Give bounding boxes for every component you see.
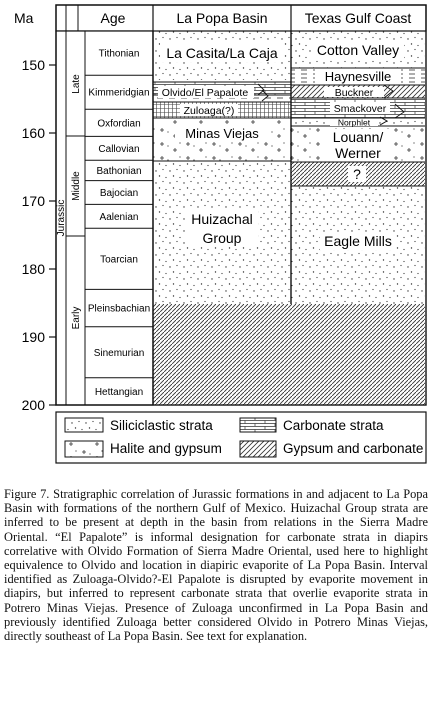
- la-popa-header: La Popa Basin: [176, 10, 268, 26]
- buckner-label: Buckner: [334, 87, 374, 99]
- stage-label: Tithonian: [98, 48, 140, 60]
- cotton-valley-label: Cotton Valley: [316, 42, 400, 58]
- ma-axis: [22, 57, 56, 413]
- axis-tick-label: 190: [21, 329, 45, 345]
- legend-carbonate-swatch: [240, 418, 276, 432]
- smackover-label: Smackover: [333, 103, 387, 115]
- stage-label: Bathonian: [96, 165, 142, 177]
- ma-axis-label: Ma: [14, 10, 34, 26]
- louann-label-line2: Werner: [335, 145, 381, 161]
- zuloaga-label: Zuloaga(?): [183, 105, 235, 117]
- legend-carbonate-label: Carbonate strata: [283, 418, 384, 433]
- chart-header: [14, 5, 426, 31]
- stage-label: Hettangian: [94, 386, 144, 398]
- jurassic-label: Jurassic: [56, 199, 67, 237]
- legend-halite-swatch: [65, 441, 103, 457]
- texas-column: [291, 31, 425, 304]
- huizachal-label-line2: Group: [202, 230, 242, 246]
- legend: [56, 412, 426, 463]
- axis-tick-label: 150: [21, 57, 45, 73]
- legend-halite-label: Halite and gypsum: [110, 441, 222, 456]
- texas-header: Texas Gulf Coast: [304, 10, 412, 26]
- stage-label: Bajocian: [99, 188, 139, 199]
- early-epoch-label: Early: [71, 306, 82, 330]
- age-column-header: Age: [100, 10, 126, 26]
- legend-siliciclastic-swatch: [65, 418, 103, 432]
- legend-gypcarb-swatch: [240, 441, 276, 457]
- stage-label: Pleinsbachian: [87, 303, 151, 315]
- legend-gypcarb-label: Gypsum and carbonate: [283, 441, 424, 456]
- stage-label: Sinemurian: [93, 347, 145, 359]
- huizachal-label-line1: Huizachal: [191, 211, 253, 227]
- axis-tick-label: 160: [21, 125, 45, 141]
- stage-label: Toarcian: [100, 254, 138, 266]
- la-casita-label: La Casita/La Caja: [166, 45, 278, 61]
- olvido-label: Olvido/El Papalote: [161, 87, 249, 99]
- norphlet-label: Norphlet: [337, 117, 371, 128]
- axis-tick-label: 170: [21, 193, 45, 209]
- stage-label: Kimmeridgian: [88, 87, 150, 99]
- eagle-mills-label: Eagle Mills: [324, 233, 392, 249]
- louann-label-line1: Louann/: [332, 129, 384, 145]
- stage-label: Oxfordian: [97, 118, 141, 130]
- middle-epoch-label: Middle: [71, 171, 82, 201]
- minas-viejas-label: Minas Viejas: [185, 126, 259, 141]
- figure-caption: Figure 7. Stratigraphic correlation of Jurassic formations in and adjacent to La Popa Basin with formations of the northern Gulf of Mexico. Huizachal Group strata are inferred to be present at depth in the basin from relations in the Sierra Madre Oriental. “El Papalote” is informal designation for carbonate strata in diapirs correlative with Olvido Formation of Sierra Madre Oriental, used here to highlight equivalence to Olvido and location in diapiric evaporite of La Popa Basin. Interval identified as Zuloaga-Olvido?-El Papalote is disrupted by evaporite movement in diapirs, but inferred to represent carbonate strata that overlie evaporite strata in Potrero Minas Viejas. Presence of Zuloaga unconfirmed in La Popa Basin and previously identified Zuloaga better considered Olvido in Potrero Minas Viejas, directly southeast of La Popa Basin. See text for explanation.: [4, 487, 428, 644]
- hiatus-unit: [153, 304, 425, 405]
- unknown-label: ?: [353, 166, 361, 182]
- legend-siliciclastic-label: Siliciclastic strata: [110, 418, 213, 433]
- axis-tick-label: 200: [21, 397, 45, 413]
- axis-tick-label: 180: [21, 261, 45, 277]
- age-column: [56, 31, 153, 405]
- haynesville-label: Haynesville: [324, 69, 392, 84]
- late-epoch-label: Late: [71, 74, 82, 94]
- stage-label: Aalenian: [99, 211, 139, 223]
- stage-label: Callovian: [98, 143, 140, 155]
